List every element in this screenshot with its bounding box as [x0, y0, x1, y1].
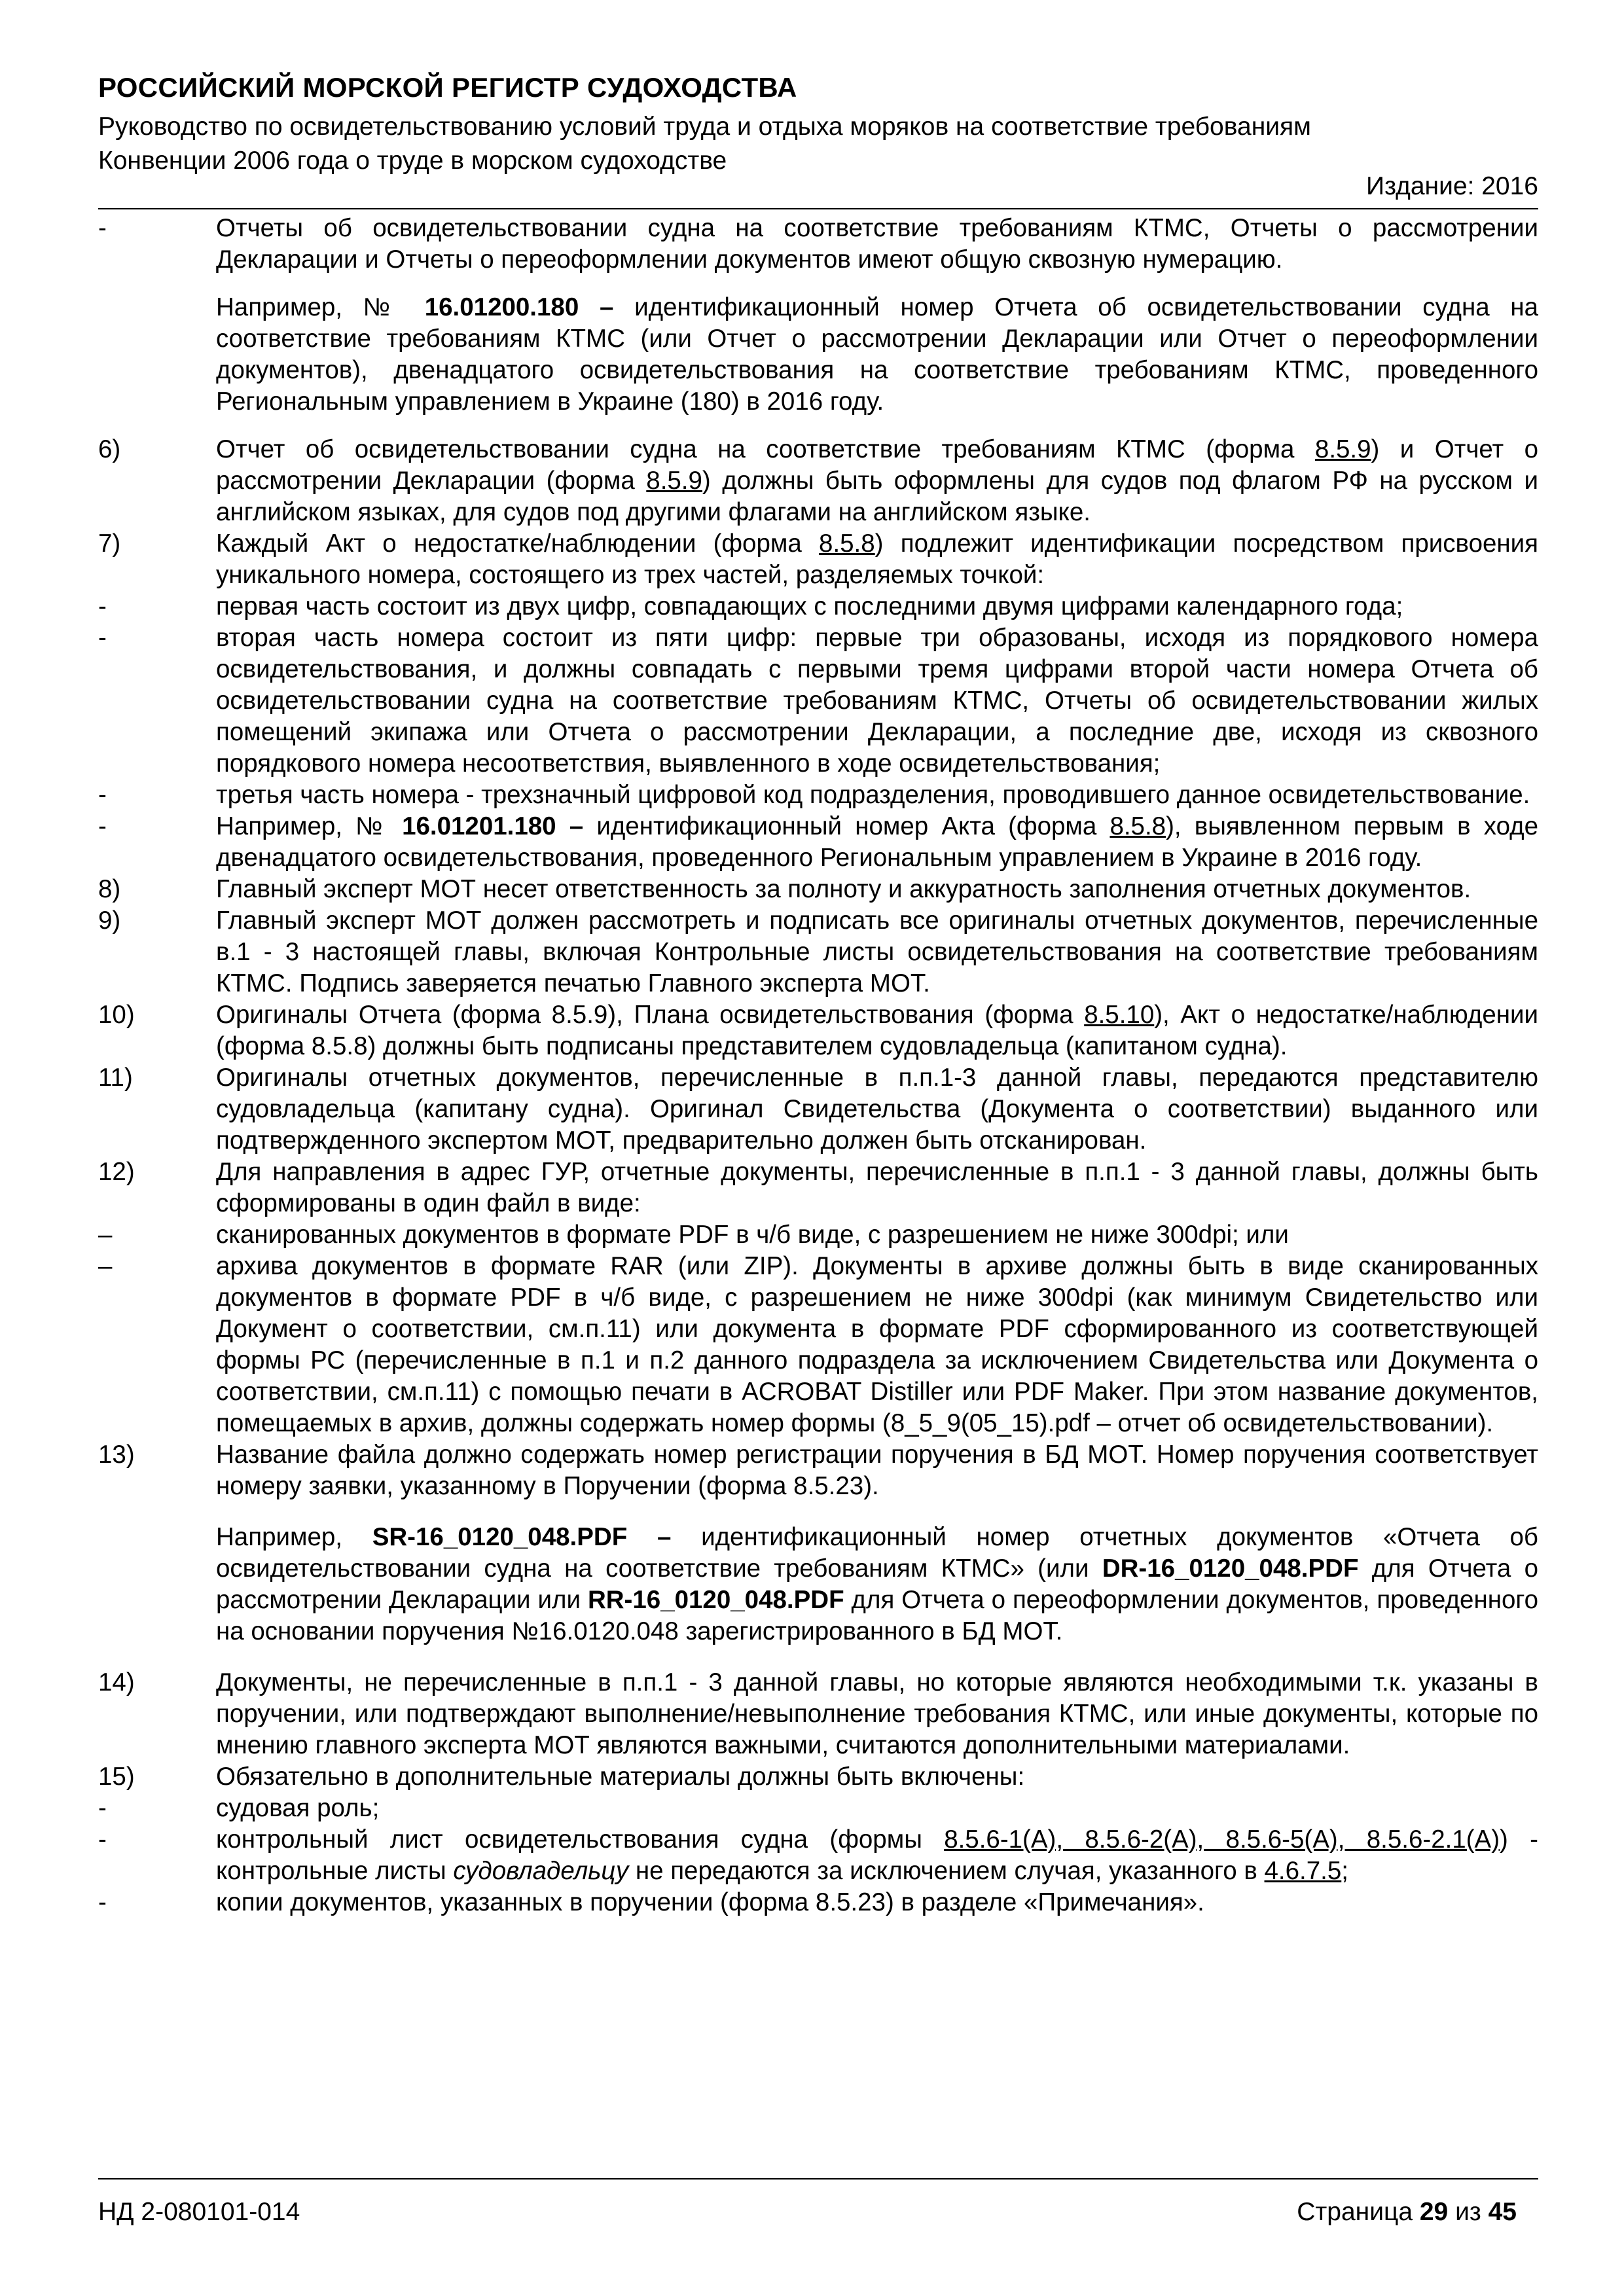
list-marker: 12) [98, 1158, 135, 1186]
list-marker: - [98, 812, 107, 840]
paragraph: Название файла должно содержать номер регистрации поручения в БД МОТ. Номер поручения соответствует номеру заявки, указанному в Поручении (форма 8.5.23). [216, 1441, 1538, 1500]
list-item [98, 1439, 1538, 1502]
header-edition: Издание: 2016 [1366, 172, 1538, 200]
list-item: 7) Каждый Акт о недостатке/наблюдении (форма 8.5.8) подлежит идентификации посредством присвоения уникального номера, состоящего из трех частей, разделяемых точкой: [98, 528, 1538, 591]
form-reference-link[interactable]: 8.5.10 [1084, 1001, 1155, 1029]
footer-page-number: Страница 29 из 45 [1297, 2198, 1517, 2226]
paragraph: Обязательно в дополнительные материалы должны быть включены: [216, 1763, 1025, 1791]
form-reference-link[interactable]: 8.5.6-1(А), 8.5.6-2(А), 8.5.6-5(А), 8.5.6-2.1(А) [944, 1825, 1500, 1854]
list-marker: 13) [98, 1441, 135, 1469]
list-item: 6) Отчет об освидетельствовании судна на соответствие требованиям КТМС (форма 8.5.9) и Отчет о рассмотрении Декларации (форма 8.5.9) должны быть оформлены для судов под флагом РФ на русском и английском языках, для судов под другими флагами на английском языке. [98, 434, 1538, 528]
form-reference-link[interactable]: 8.5.9 [1314, 435, 1371, 463]
list-item [98, 780, 1538, 811]
total-pages: 45 [1488, 2198, 1517, 2226]
form-reference-link[interactable]: 8.5.9 [646, 467, 702, 495]
list-item [98, 1062, 1538, 1157]
list-marker: 7) [98, 529, 121, 558]
example-prefix: Например, № [216, 293, 404, 321]
paragraph: судовая роль; [216, 1794, 380, 1822]
list-marker: 6) [98, 435, 121, 463]
header-subtitle [98, 110, 1538, 178]
list-item [98, 622, 1538, 780]
header-divider [98, 208, 1538, 209]
paragraph: Главный эксперт МОТ несет ответственность за полноту и аккуратность заполнения отчетных документов. [216, 875, 1471, 903]
list-marker: - [98, 592, 107, 620]
paragraph: Оригиналы отчетных документов, перечисленные в п.п.1-3 данной главы, передаются представителю судовладельца (капитану судна). Оригинал Свидетельства (Документа о соответствии) выданного или подтвержденного экспертом МОТ, предварительно должен быть отсканирован. [216, 1064, 1538, 1155]
paragraph: Для направления в адрес ГУР, отчетные документы, перечисленные в п.п.1 - 3 данной главы, должны быть сформированы в один файл в виде: [216, 1158, 1538, 1217]
list-item [98, 1251, 1538, 1439]
italic-term: судовладельцу [453, 1857, 629, 1885]
list-item: - контрольный лист освидетельствования судна (формы 8.5.6-1(А), 8.5.6-2(А), 8.5.6-5(А), 8.5.6-2.1(А)) - контрольные листы судовладельцу не передаются за исключением случая, указанного в 4.6.7.5; [98, 1824, 1538, 1887]
list-item [98, 1157, 1538, 1219]
list-item [98, 1667, 1538, 1761]
paragraph: архива документов в формате RAR (или ZIP). Документы в архиве должны быть в виде сканированных документов в формате PDF в ч/б виде, с разрешением не ниже 300dpi (как минимум Свидетельство или Документ о соответствии, см.п.11) или документа в формате PDF сформированного из соответствующей формы РС (перечисленные в п.1 и п.2 данного подраздела за исключением Свидетельства или Документа о соответствии, см.п.11) с помощью печати в ACROBAT Distiller или PDF Maker. При этом название документов, помещаемых в архив, должны содержать номер формы (8_5_9(05_15).pdf – отчет об освидетельствовании). [216, 1252, 1538, 1437]
list-item [98, 213, 1538, 276]
form-reference-link[interactable]: 8.5.8 [819, 529, 875, 558]
list-item: 10) Оригиналы Отчета (форма 8.5.9), Плана освидетельствования (форма 8.5.10), Акт о недостатке/наблюдении (форма 8.5.8) должны быть подписаны представителем судовладельца (капитаном судна). [98, 999, 1538, 1062]
list-item [98, 1793, 1538, 1824]
list-marker: 14) [98, 1668, 135, 1696]
example-filename: DR-16_0120_048.PDF [1102, 1554, 1359, 1583]
list-marker: 9) [98, 906, 121, 935]
list-marker: 11) [98, 1064, 133, 1092]
example-number: 16.01201.180 – [402, 812, 584, 840]
example-paragraph: Например, SR-16_0120_048.PDF – идентификационный номер отчетных документов «Отчета об освидетельствовании судна на соответствие требованиям КТМС» (или DR-16_0120_048.PDF для Отчета о рассмотрении Декларации или RR-16_0120_048.PDF для Отчета о переоформлении документов, проведенного на основании поручения №16.0120.048 зарегистрированного в БД МОТ. [216, 1523, 1539, 1645]
paragraph: Документы, не перечисленные в п.п.1 - 3 данной главы, но которые являются необходимыми т.к. указаны в поручении, или подтверждают выполнение/невыполнение требования КТМС, или иные документы, которые по мнению главного эксперта МОТ являются важными, считаются дополнительными материалами. [216, 1668, 1538, 1759]
document-body [98, 213, 1538, 1918]
list-marker: - [98, 1825, 107, 1854]
header-title: РОССИЙСКИЙ МОРСКОЙ РЕГИСТР СУДОХОДСТВА [98, 72, 797, 103]
paragraph: копии документов, указанных в поручении (форма 8.5.23) в разделе «Примечания». [216, 1888, 1204, 1916]
list-item [98, 1761, 1538, 1793]
header-subtitle-line2: Конвенции 2006 года о труде в морском судоходстве [98, 147, 727, 175]
list-marker: 10) [98, 1001, 135, 1029]
list-marker: - [98, 1888, 107, 1916]
list-marker: - [98, 214, 107, 242]
current-page: 29 [1419, 2198, 1449, 2226]
list-item [98, 905, 1538, 999]
header-subtitle-line1: Руководство по освидетельствованию условий труда и отдыха моряков на соответствие требованиям [98, 113, 1311, 141]
list-marker: 8) [98, 875, 121, 903]
footer-doc-code: НД 2-080101-014 [98, 2198, 300, 2226]
list-marker: – [98, 1221, 113, 1249]
example-filename: SR-16_0120_048.PDF – [372, 1523, 672, 1551]
list-marker: - [98, 781, 107, 809]
example-paragraph [98, 292, 1538, 418]
paragraph: сканированных документов в формате PDF в ч/б виде, с разрешением не ниже 300dpi; или [216, 1221, 1289, 1249]
example-filename: RR-16_0120_048.PDF [587, 1586, 844, 1614]
list-item [98, 1887, 1538, 1918]
list-item: - Например, № 16.01201.180 – идентификационный номер Акта (форма 8.5.8), выявленном первым в ходе двенадцатого освидетельствования, проведенного Региональным управлением в Украине в 2016 году. [98, 811, 1538, 874]
example-text: идентификационный номер Отчета об освидетельствовании судна на соответствие требованиям КТМС (или Отчет о рассмотрении Декларации или Отчет о переоформлении документов), двенадцатого освидетельствования на соответствие требованиям КТМС, проведенного Региональным управлением в Украине (180) в 2016 году. [216, 293, 1539, 416]
list-item [98, 1219, 1538, 1251]
section-reference-link[interactable]: 4.6.7.5 [1264, 1857, 1342, 1885]
list-item [98, 591, 1538, 622]
paragraph: Отчеты об освидетельствовании судна на соответствие требованиям КТМС, Отчеты о рассмотрении Декларации и Отчеты о переоформлении документов имеют общую сквозную нумерацию. [216, 214, 1538, 274]
paragraph: первая часть состоит из двух цифр, совпадающих с последними двумя цифрами календарного года; [216, 592, 1403, 620]
list-item [98, 874, 1538, 905]
paragraph: третья часть номера - трехзначный цифровой код подразделения, проводившего данное освидетельствование. [216, 781, 1530, 809]
list-marker: - [98, 624, 107, 652]
paragraph: Главный эксперт МОТ должен рассмотреть и подписать все оригиналы отчетных документов, перечисленные в.1 - 3 настоящей главы, включая Контрольные листы освидетельствования на соответствие требованиям КТМС. Подпись заверяется печатью Главного эксперта МОТ. [216, 906, 1538, 997]
form-reference-link[interactable]: 8.5.8 [1110, 812, 1166, 840]
list-marker: 15) [98, 1763, 135, 1791]
list-marker: - [98, 1794, 107, 1822]
list-marker: – [98, 1252, 113, 1280]
paragraph: вторая часть номера состоит из пяти цифр: первые три образованы, исходя из порядкового номера освидетельствования, и должны совпадать с первыми тремя цифрами второй части номера Отчета об освидетельствовании судна на соответствие требованиям КТМС, Отчеты об освидетельствовании жилых помещений экипажа или Отчета о рассмотрении Декларации, а последние две, исходя из сквозного порядкового номера несоответствия, выявленного в ходе освидетельствования; [216, 624, 1538, 778]
example-number: 16.01200.180 – [424, 293, 614, 321]
footer-divider [98, 2178, 1538, 2179]
